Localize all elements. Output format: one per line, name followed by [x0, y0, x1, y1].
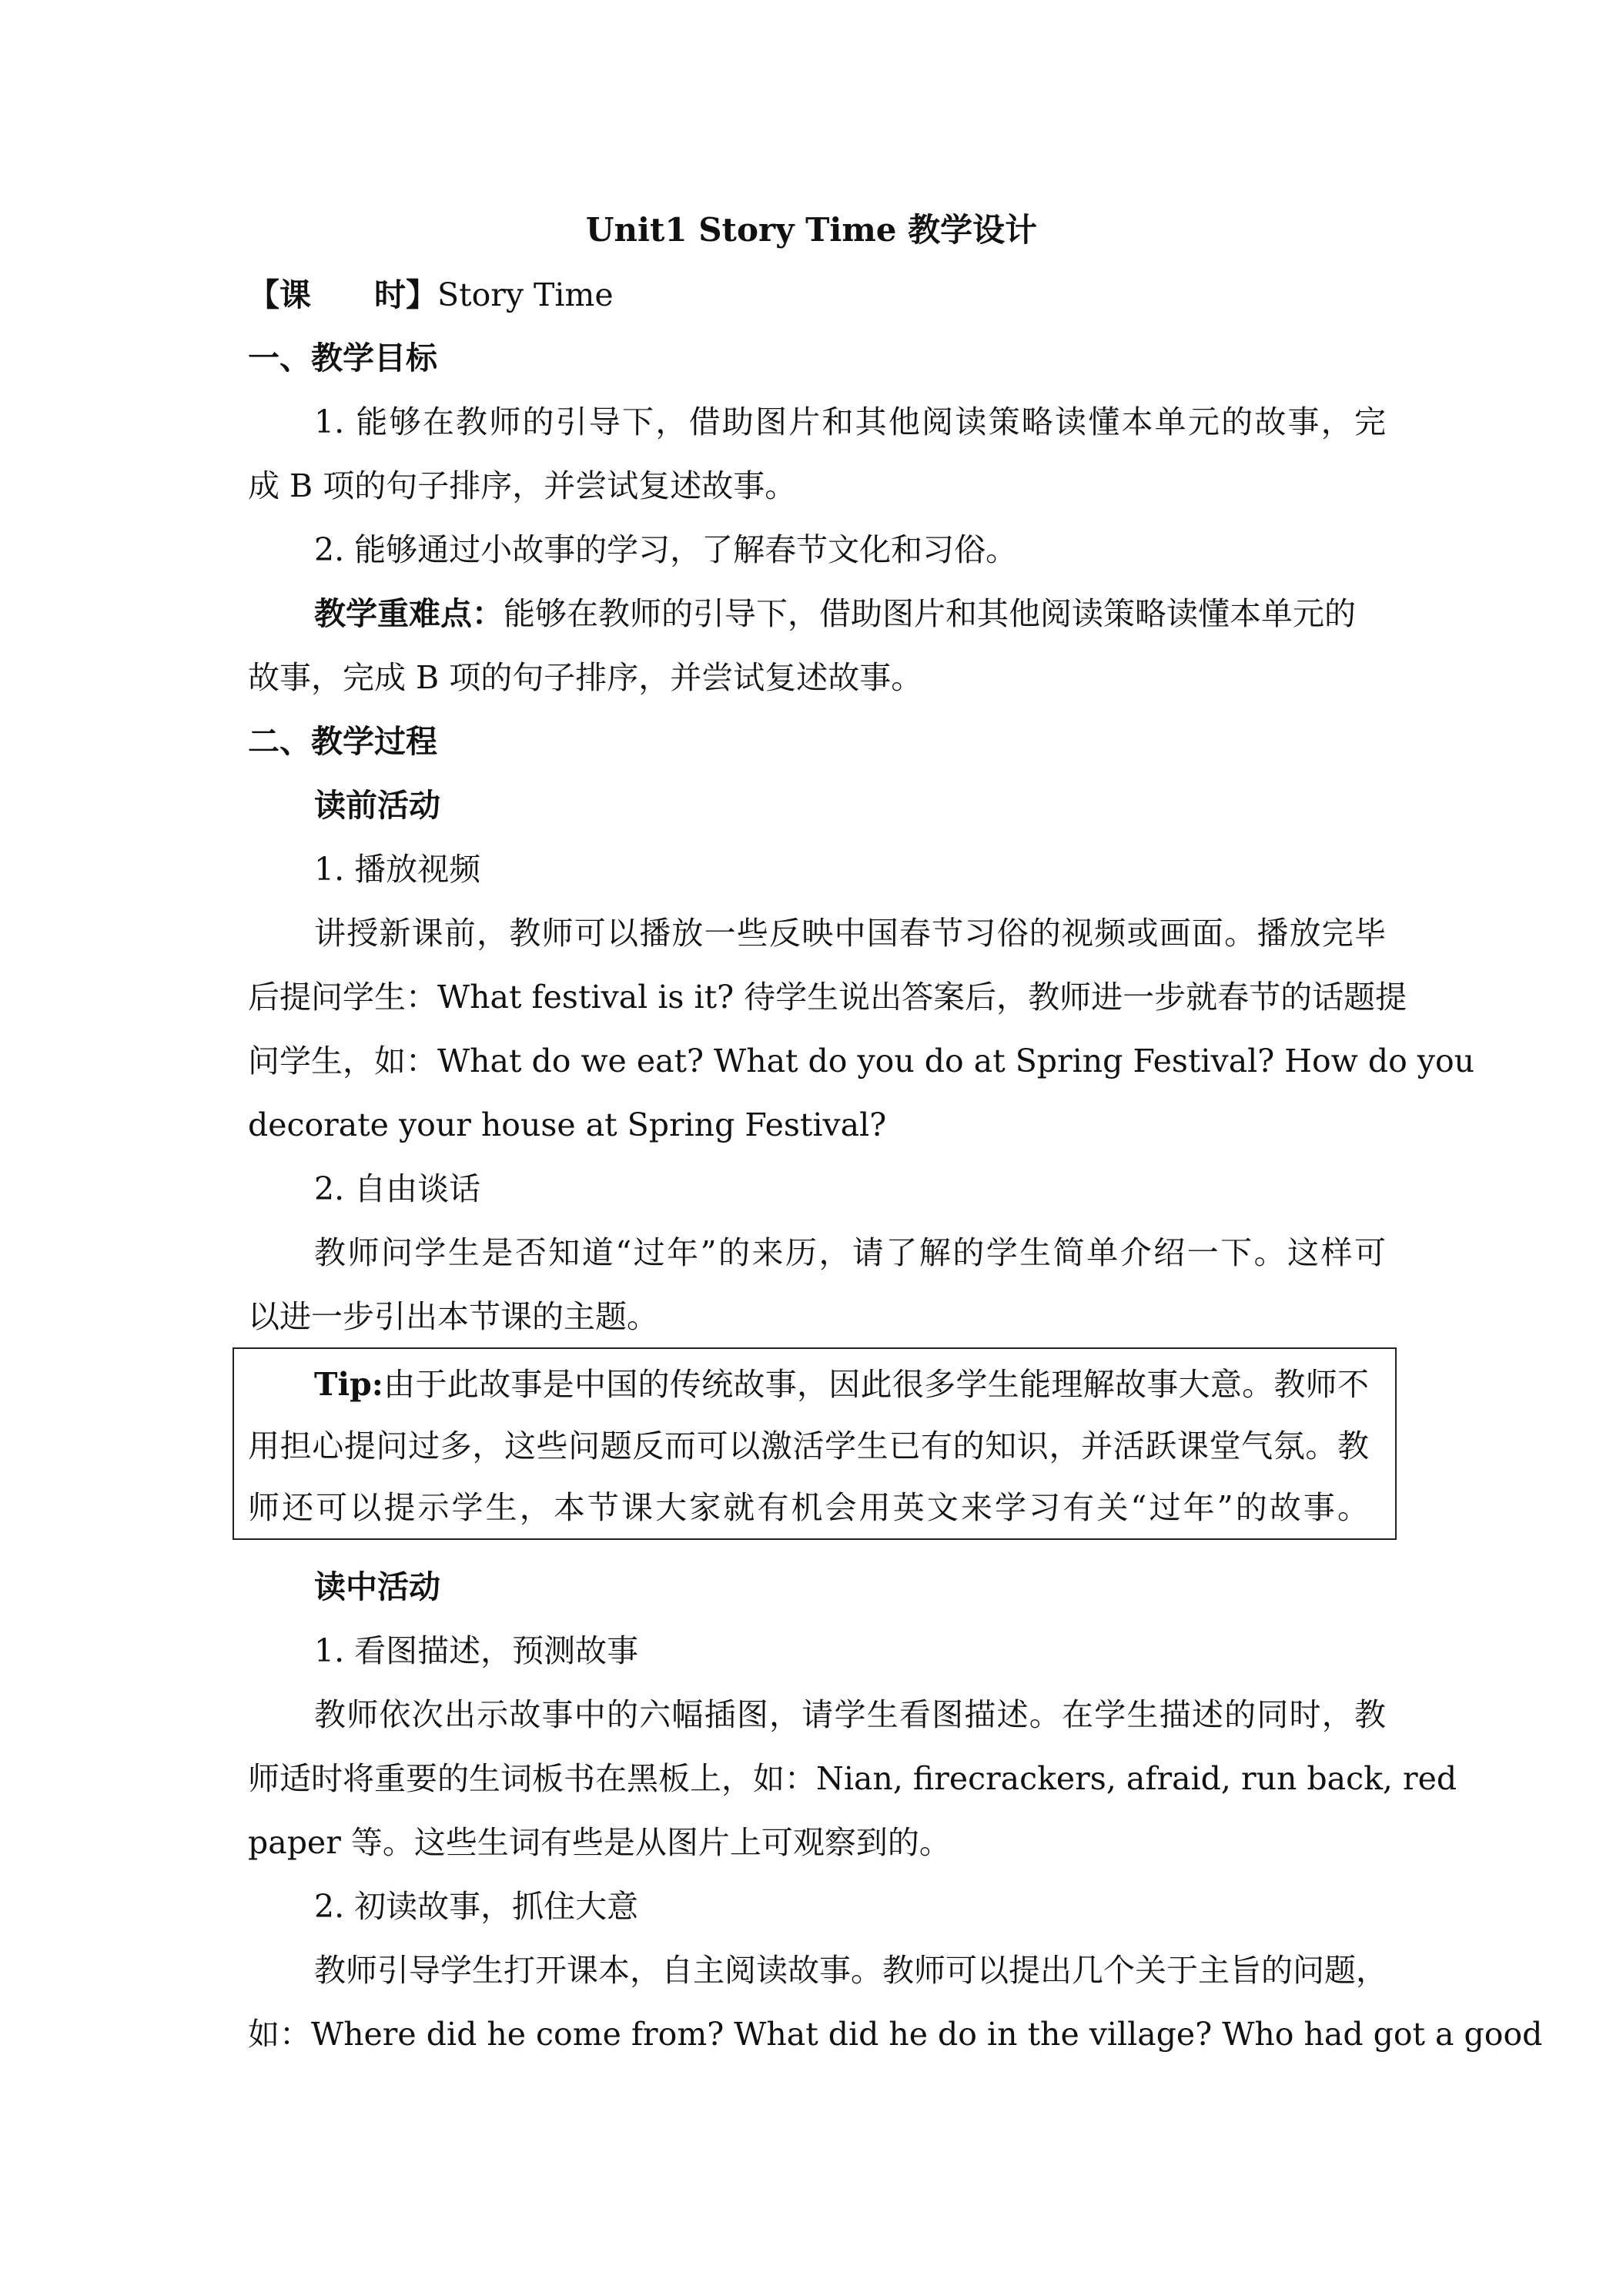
- goal-2: 2. 能够通过小故事的学习，了解春节文化和习俗。: [314, 531, 1018, 568]
- step-1-para-line-2: 后提问学生：What festival is it? 待学生说出答案后，教师进一步就春节的话题提: [248, 979, 1407, 1016]
- lesson-value: Story Time: [437, 276, 614, 313]
- while-step-2-para-line-2: 如：Where did he come from? What did he do in the village? Who had got a good: [248, 2016, 1543, 2053]
- step-2-title: 2. 自由谈话: [314, 1170, 481, 1207]
- lesson-line: [248, 273, 614, 316]
- tip-box: [233, 1347, 1397, 1540]
- while-step-2-title: 2. 初读故事，抓住大意: [314, 1888, 639, 1925]
- tip-line-1: [314, 1363, 1369, 1406]
- goal-1-line-2: 成 B 项的句子排序，并尝试复述故事。: [248, 467, 797, 504]
- key-points-line-1: [314, 592, 1356, 635]
- key-points-line-2: 故事，完成 B 项的句子排序，并尝试复述故事。: [248, 659, 923, 696]
- step-1-para-line-4: decorate your house at Spring Festival?: [248, 1106, 887, 1143]
- tip-text-1: 由于此故事是中国的传统故事，因此很多学生能理解故事大意。教师不: [383, 1366, 1369, 1403]
- while-step-2-para-line-1: 教师引导学生打开课本，自主阅读故事。教师可以提出几个关于主旨的问题，: [314, 1952, 1387, 1989]
- while-step-1-para-line-2: 师适时将重要的生词板书在黑板上，如：Nian, firecrackers, afraid, run back, red: [248, 1760, 1457, 1797]
- key-points-label: 教学重难点：: [314, 595, 504, 632]
- section-heading-goals: 一、教学目标: [248, 340, 437, 377]
- key-points-text: 能够在教师的引导下，借助图片和其他阅读策略读懂本单元的: [504, 595, 1356, 632]
- step-1-para-line-1: 讲授新课前，教师可以播放一些反映中国春节习俗的视频或画面。播放完毕: [314, 915, 1386, 952]
- tip-label: Tip:: [314, 1366, 383, 1403]
- step-1-para-line-3: 问学生，如：What do we eat? What do you do at Spring Festival? How do you: [248, 1043, 1475, 1079]
- while-step-1-title: 1. 看图描述，预测故事: [314, 1632, 639, 1669]
- goal-1-line-1: 1. 能够在教师的引导下，借助图片和其他阅读策略读懂本单元的故事，完: [314, 403, 1386, 440]
- step-2-para-line-1: 教师问学生是否知道“过年”的来历，请了解的学生简单介绍一下。这样可: [314, 1234, 1386, 1271]
- step-1-title: 1. 播放视频: [314, 851, 481, 888]
- pre-reading-heading: 读前活动: [314, 787, 440, 824]
- section-heading-process: 二、教学过程: [248, 723, 437, 760]
- tip-line-2: 用担心提问过多，这些问题反而可以激活学生已有的知识，并活跃课堂气氛。教: [248, 1427, 1369, 1464]
- document-title: Unit1 Story Time 教学设计: [585, 211, 1038, 249]
- while-step-1-para-line-3: paper 等。这些生词有些是从图片上可观察到的。: [248, 1824, 951, 1861]
- step-2-para-line-2: 以进一步引出本节课的主题。: [248, 1298, 658, 1335]
- tip-line-3: 师还可以提示学生，本节课大家就有机会用英文来学习有关“过年”的故事。: [248, 1489, 1369, 1526]
- lesson-label: 【课 时】: [248, 276, 437, 313]
- while-step-1-para-line-1: 教师依次出示故事中的六幅插图，请学生看图描述。在学生描述的同时，教: [314, 1696, 1386, 1733]
- while-reading-heading: 读中活动: [314, 1568, 440, 1605]
